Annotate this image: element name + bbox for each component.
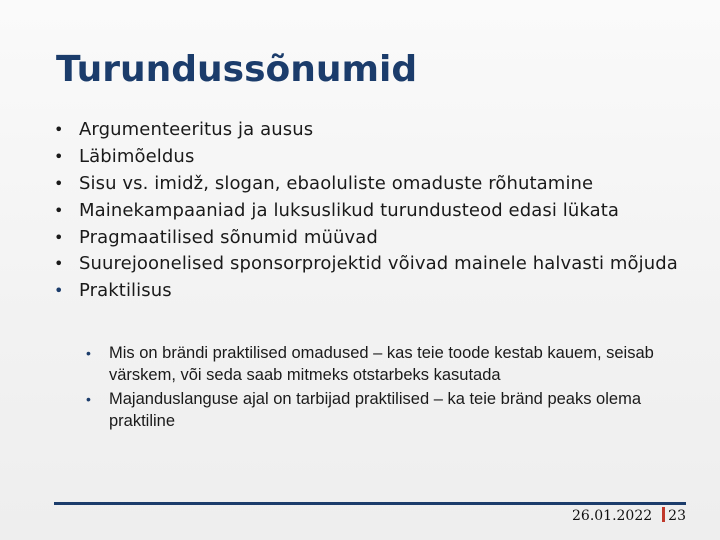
bullet-dot-icon: • bbox=[54, 147, 64, 166]
sub-bullet-item bbox=[86, 343, 676, 386]
page-number: 23 bbox=[668, 508, 686, 524]
bullet-text: Pragmaatilised sõnumid müüvad bbox=[79, 227, 378, 248]
footer-separator bbox=[662, 507, 665, 522]
bullet-item bbox=[52, 145, 692, 168]
bullet-item bbox=[52, 199, 692, 222]
bullet-item bbox=[52, 226, 692, 249]
bullet-text: Sisu vs. imidž, slogan, ebaoluliste omaduste rõhutamine bbox=[79, 173, 594, 194]
bullet-item bbox=[52, 253, 692, 275]
sub-bullet-dot-icon: • bbox=[86, 391, 91, 407]
bullet-item bbox=[52, 118, 692, 141]
bullet-text: Argumenteeritus ja ausus bbox=[79, 119, 314, 140]
footer-divider bbox=[54, 502, 686, 505]
sub-bullet-list bbox=[86, 343, 676, 435]
bullet-dot-icon: • bbox=[54, 281, 64, 300]
bullet-dot-icon: • bbox=[54, 228, 64, 247]
bullet-item bbox=[52, 279, 692, 302]
bullet-text: Suurejoonelised sponsorprojektid võivad mainele halvasti mõjuda bbox=[79, 253, 678, 274]
footer-date: 26.01.2022 bbox=[572, 508, 653, 524]
sub-bullet-item bbox=[86, 389, 676, 432]
bullet-dot-icon: • bbox=[54, 201, 64, 220]
bullet-list bbox=[52, 118, 692, 306]
sub-bullet-dot-icon: • bbox=[86, 345, 91, 361]
bullet-dot-icon: • bbox=[54, 174, 64, 193]
bullet-dot-icon: • bbox=[54, 120, 64, 139]
bullet-text: Praktilisus bbox=[79, 280, 172, 301]
bullet-item bbox=[52, 172, 692, 195]
bullet-text: Mainekampaaniad ja luksuslikud turundusteod edasi lükata bbox=[79, 200, 620, 221]
bullet-text: Läbimõeldus bbox=[79, 146, 195, 167]
bullet-dot-icon: • bbox=[54, 254, 64, 273]
sub-bullet-text: Mis on brändi praktilised omadused – kas teie toode kestab kauem, seisab värskem, või seda saab mitmeks otstarbeks kasutada bbox=[109, 344, 654, 384]
slide-footer bbox=[572, 507, 686, 525]
slide-title: Turundussõnumid bbox=[56, 49, 418, 90]
sub-bullet-text: Majanduslanguse ajal on tarbijad praktilised – ka teie bränd peaks olema praktiline bbox=[109, 390, 641, 430]
